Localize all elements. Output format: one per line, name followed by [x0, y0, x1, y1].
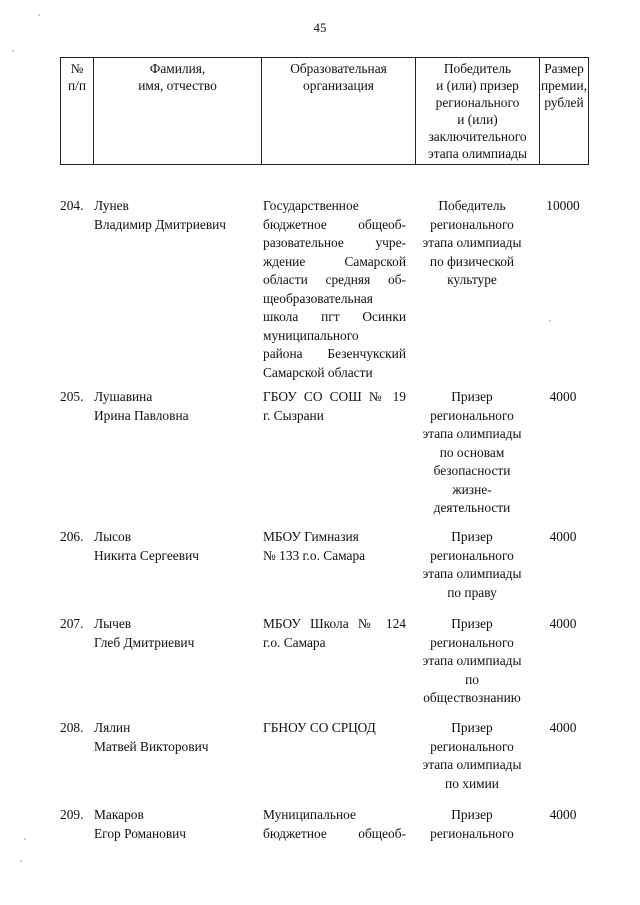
- row-number: 206.: [60, 529, 84, 544]
- achievement-line: этапа олимпиады: [422, 653, 522, 668]
- header-prize-line: премии,: [541, 78, 587, 93]
- page-number: 45: [313, 20, 327, 35]
- header-winner-line: этапа олимпиады: [428, 146, 527, 161]
- surname: Лялин: [94, 720, 131, 735]
- row-prize: 4000: [549, 616, 577, 631]
- header-org-line: организация: [303, 78, 374, 93]
- row-organization: [263, 197, 406, 382]
- org-line: г.о. Самара: [263, 634, 326, 650]
- row-achievement: [410, 806, 534, 843]
- org-line: МБОУ Гимназия: [263, 529, 359, 544]
- achievement-line: безопасности: [433, 463, 511, 478]
- row-name: [94, 197, 226, 234]
- surname: Лычев: [94, 616, 132, 631]
- row-prize: 10000: [546, 198, 580, 213]
- header-winner-line: и (или): [457, 112, 498, 127]
- org-line: МБОУ Школа № 124: [263, 616, 406, 631]
- org-line: ждение Самарской: [263, 253, 406, 269]
- achievement-line: Призер: [451, 720, 493, 735]
- header-org-line: Образовательная: [290, 61, 387, 76]
- surname: Макаров: [94, 807, 144, 822]
- row-name: [94, 719, 208, 756]
- surname: Лунев: [94, 198, 129, 213]
- row-prize: 4000: [549, 720, 577, 735]
- achievement-line: обществознанию: [423, 690, 521, 705]
- org-line: бюджетное общеоб-: [263, 216, 406, 232]
- header-prize: [540, 58, 589, 165]
- header-num: [61, 58, 94, 165]
- achievement-line: этапа олимпиады: [422, 757, 522, 772]
- achievement-line: регионального: [430, 825, 514, 841]
- achievement-line: регионального: [430, 738, 514, 754]
- org-line: разовательное учре-: [263, 235, 406, 250]
- header-name-line: имя, отчество: [138, 78, 217, 93]
- row-achievement: [410, 197, 534, 290]
- header-prize-line: Размер: [544, 61, 584, 76]
- row-achievement: [410, 528, 534, 602]
- row-name: [94, 528, 199, 565]
- header-num-line: п/п: [67, 78, 87, 93]
- achievement-line: по химии: [445, 775, 499, 791]
- row-name: [94, 615, 194, 652]
- achievement-line: этапа олимпиады: [422, 566, 522, 581]
- header-num-line: №: [70, 61, 84, 76]
- scan-speck: [549, 320, 551, 322]
- row-number: 207.: [60, 616, 84, 631]
- org-line: г. Сызрани: [263, 407, 324, 423]
- org-line: школа пгт Осинки: [263, 309, 406, 324]
- row-prize: 4000: [549, 529, 577, 544]
- achievement-line: по праву: [447, 584, 497, 600]
- achievement-line: Победитель: [438, 198, 506, 213]
- achievement-line: Призер: [451, 616, 493, 631]
- row-organization: [263, 388, 406, 425]
- achievement-line: Призер: [451, 807, 493, 822]
- row-organization: [263, 806, 406, 843]
- row-organization: [263, 615, 406, 652]
- header-name: [94, 58, 262, 165]
- given-names: Ирина Павловна: [94, 407, 189, 423]
- row-number: 205.: [60, 389, 84, 404]
- table-header: [60, 57, 589, 165]
- row-name: [94, 806, 186, 843]
- org-line: ГБОУ СО СОШ № 19: [263, 389, 406, 404]
- surname: Лысов: [94, 529, 132, 544]
- row-organization: [263, 528, 406, 565]
- header-winner-line: регионального: [435, 95, 520, 110]
- org-line: Муниципальное: [263, 807, 356, 822]
- given-names: Егор Романович: [94, 825, 187, 841]
- header-winner-line: Победитель: [443, 61, 512, 76]
- achievement-line: регионального: [430, 547, 514, 563]
- achievement-line: по основам: [439, 444, 505, 460]
- header-name-line: Фамилия,: [149, 61, 206, 76]
- row-prize: 4000: [549, 389, 577, 404]
- org-line: Самарской области: [263, 364, 373, 380]
- header-winner-line: и (или) призер: [436, 78, 519, 93]
- org-line: области средняя об-: [263, 272, 406, 287]
- org-line: бюджетное общеоб-: [263, 825, 406, 841]
- achievement-line: культуре: [447, 272, 497, 287]
- header-org: [262, 58, 416, 165]
- achievement-line: по: [465, 671, 479, 687]
- row-prize: 4000: [549, 807, 577, 822]
- row-organization: [263, 719, 406, 738]
- achievement-line: деятельности: [433, 500, 511, 515]
- org-line: Государственное: [263, 198, 359, 213]
- scan-speck: [38, 14, 40, 16]
- scan-speck: [20, 860, 22, 862]
- row-number: 208.: [60, 720, 84, 735]
- given-names: Никита Сергеевич: [94, 547, 199, 563]
- achievement-line: Призер: [451, 389, 493, 404]
- header-winner-line: заключительного: [428, 129, 527, 144]
- scan-speck: [24, 838, 26, 840]
- given-names: Владимир Дмитриевич: [94, 216, 227, 232]
- row-achievement: [410, 719, 534, 793]
- row-achievement: [410, 388, 534, 518]
- given-names: Глеб Дмитриевич: [94, 634, 195, 650]
- org-line: № 133 г.о. Самара: [263, 547, 366, 563]
- achievement-line: регионального: [430, 407, 514, 423]
- row-achievement: [410, 615, 534, 708]
- surname: Лушавина: [94, 389, 153, 404]
- row-number: 209.: [60, 807, 84, 822]
- row-number: 204.: [60, 198, 84, 213]
- scan-speck: [12, 50, 14, 52]
- org-line: щеобразовательная: [263, 290, 373, 306]
- header-winner: [416, 58, 540, 165]
- org-line: муниципального: [263, 327, 359, 343]
- row-name: [94, 388, 189, 425]
- achievement-line: регионального: [430, 634, 514, 650]
- achievement-line: этапа олимпиады: [422, 235, 522, 250]
- achievement-line: жизне-: [452, 481, 492, 497]
- org-line: ГБНОУ СО СРЦОД: [263, 720, 376, 735]
- achievement-line: по физической: [429, 253, 515, 269]
- given-names: Матвей Викторович: [94, 738, 209, 754]
- achievement-line: Призер: [451, 529, 493, 544]
- org-line: района Безенчукский: [263, 346, 406, 361]
- achievement-line: этапа олимпиады: [422, 426, 522, 441]
- achievement-line: регионального: [430, 216, 514, 232]
- header-prize-line: рублей: [544, 95, 584, 110]
